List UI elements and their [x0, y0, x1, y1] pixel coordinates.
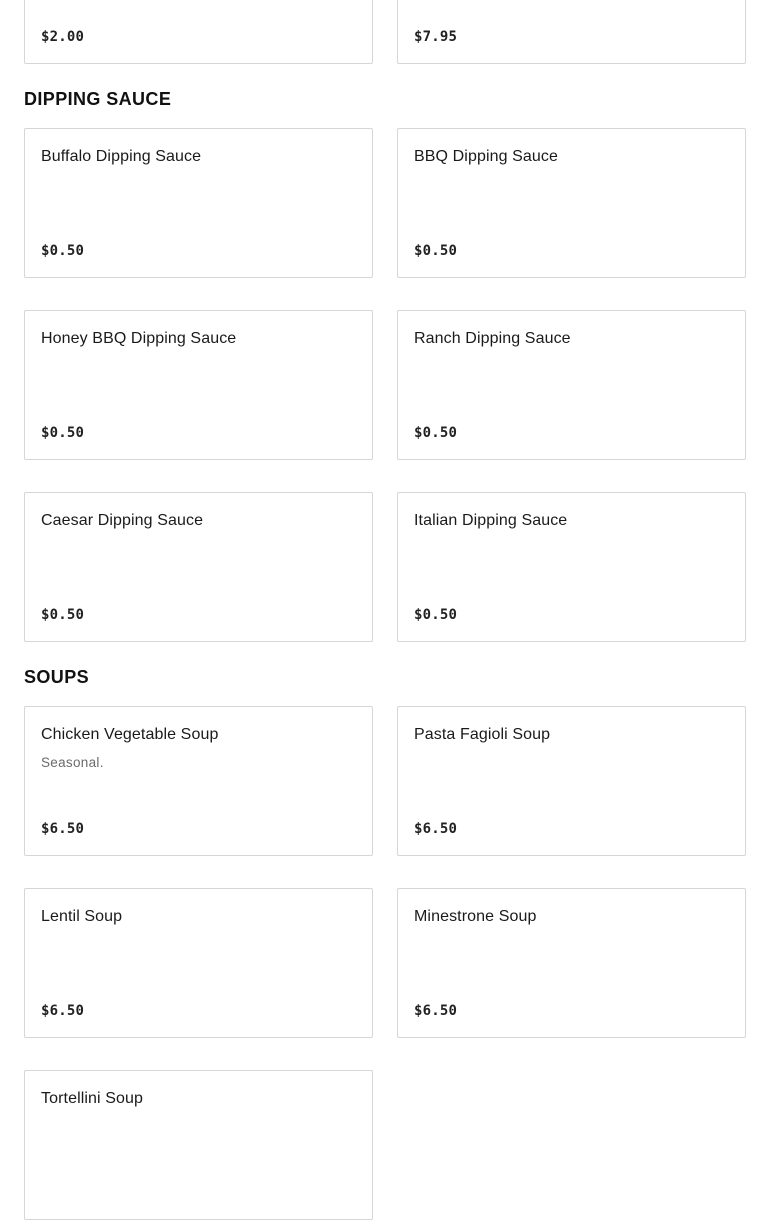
item-price: $0.50: [41, 425, 85, 441]
item-name: Tortellini Soup: [41, 1090, 143, 1107]
item-price: $0.50: [414, 425, 458, 441]
menu-item-card[interactable]: [24, 706, 373, 856]
menu-item-card[interactable]: [24, 128, 373, 278]
item-name: Lentil Soup: [41, 908, 123, 925]
item-name: Ranch Dipping Sauce: [414, 330, 571, 347]
menu-item-card[interactable]: [24, 888, 373, 1038]
menu-item-card[interactable]: [397, 706, 746, 856]
item-price: $0.50: [41, 243, 85, 259]
item-price: $0.50: [41, 607, 85, 623]
item-name: BBQ Dipping Sauce: [414, 148, 559, 165]
item-price: $0.50: [414, 607, 458, 623]
section-title-soups: SOUPS: [24, 667, 90, 687]
item-price: $6.50: [414, 1003, 458, 1019]
menu-item-card[interactable]: [24, 310, 373, 460]
item-price: $6.50: [414, 821, 458, 837]
item-price: $6.50: [41, 1003, 85, 1019]
item-name: Pasta Fagioli Soup: [414, 726, 551, 743]
menu-item-card[interactable]: [397, 128, 746, 278]
menu-item-card[interactable]: [397, 0, 746, 64]
menu-item-card[interactable]: [24, 0, 373, 64]
menu-item-card[interactable]: [24, 1070, 373, 1220]
menu-item-card[interactable]: [397, 310, 746, 460]
item-name: Chicken Vegetable Soup: [41, 726, 219, 743]
section-title-dipping-sauce: DIPPING SAUCE: [24, 89, 172, 109]
item-price: $7.95: [414, 29, 458, 45]
menu-item-card[interactable]: [24, 492, 373, 642]
item-name: Honey BBQ Dipping Sauce: [41, 330, 237, 347]
item-price: $0.50: [414, 243, 458, 259]
item-name: Minestrone Soup: [414, 908, 537, 925]
menu-item-card[interactable]: [397, 888, 746, 1038]
item-price: $6.50: [41, 821, 85, 837]
item-name: Buffalo Dipping Sauce: [41, 148, 202, 165]
item-description: Seasonal.: [41, 755, 104, 770]
item-price: $2.00: [41, 29, 85, 45]
item-name: Caesar Dipping Sauce: [41, 512, 204, 529]
menu-item-card[interactable]: [397, 492, 746, 642]
item-name: Italian Dipping Sauce: [414, 512, 568, 529]
